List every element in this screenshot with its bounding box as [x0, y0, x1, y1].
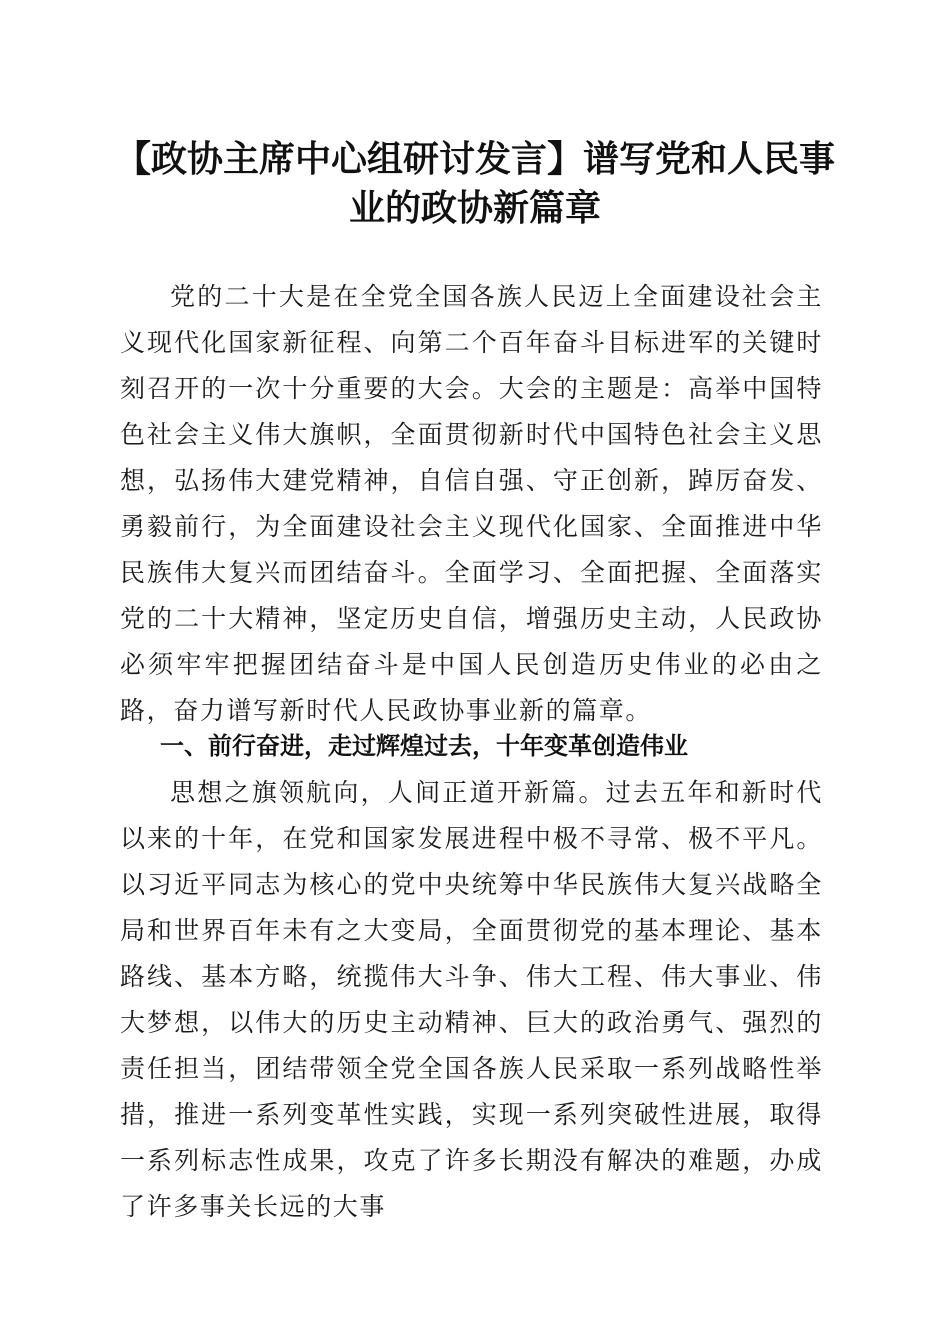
paragraph-section-1-container: [120, 740, 823, 1221]
section-heading-1: 一、前行奋进，走过辉煌过去，十年变革创造伟业: [160, 732, 688, 760]
document-title: 【政协主席中心组研讨发言】谱写党和人民事业的政协新篇章: [114, 138, 835, 229]
paragraph-section-1: 思想之旗领航向，人间正道开新篇。过去五年和新时代以来的十年，在党和国家发展进程中极不寻常、极不平凡。以习近平同志为核心的党中央统筹中华民族伟大复兴战略全局和世界百年未有之大变局，全面贯彻党的基本理论、基本路线、基本方略，统揽伟大斗争、伟大工程、伟大事业、伟大梦想，以伟大的历史主动精神、巨大的政治勇气、强烈的责任担当，团结带领全党全国各族人民采取一系列战略性举措，推进一系列变革性实践，实现一系列突破性进展，取得一系列标志性成果，攻克了许多长期没有解决的难题，办成了许多事关长远的大事: [120, 778, 823, 1221]
paragraph-intro: 党的二十大是在全党全国各族人民迈上全面建设社会主义现代化国家新征程、向第二个百年奋斗目标进军的关键时刻召开的一次十分重要的大会。大会的主题是：高举中国特色社会主义伟大旗帜，全面贯彻新时代中国特色社会主义思想，弘扬伟大建党精神，自信自强、守正创新，踔厉奋发、勇毅前行，为全面建设社会主义现代化国家、全面推进中华民族伟大复兴而团结奋斗。全面学习、全面把握、全面落实党的二十大精神，坚定历史自信，增强历史主动，人民政协必须牢牢把握团结奋斗是中国人民创造历史伟业的必由之路，奋力谱写新时代人民政协事业新的篇章。: [120, 282, 823, 725]
